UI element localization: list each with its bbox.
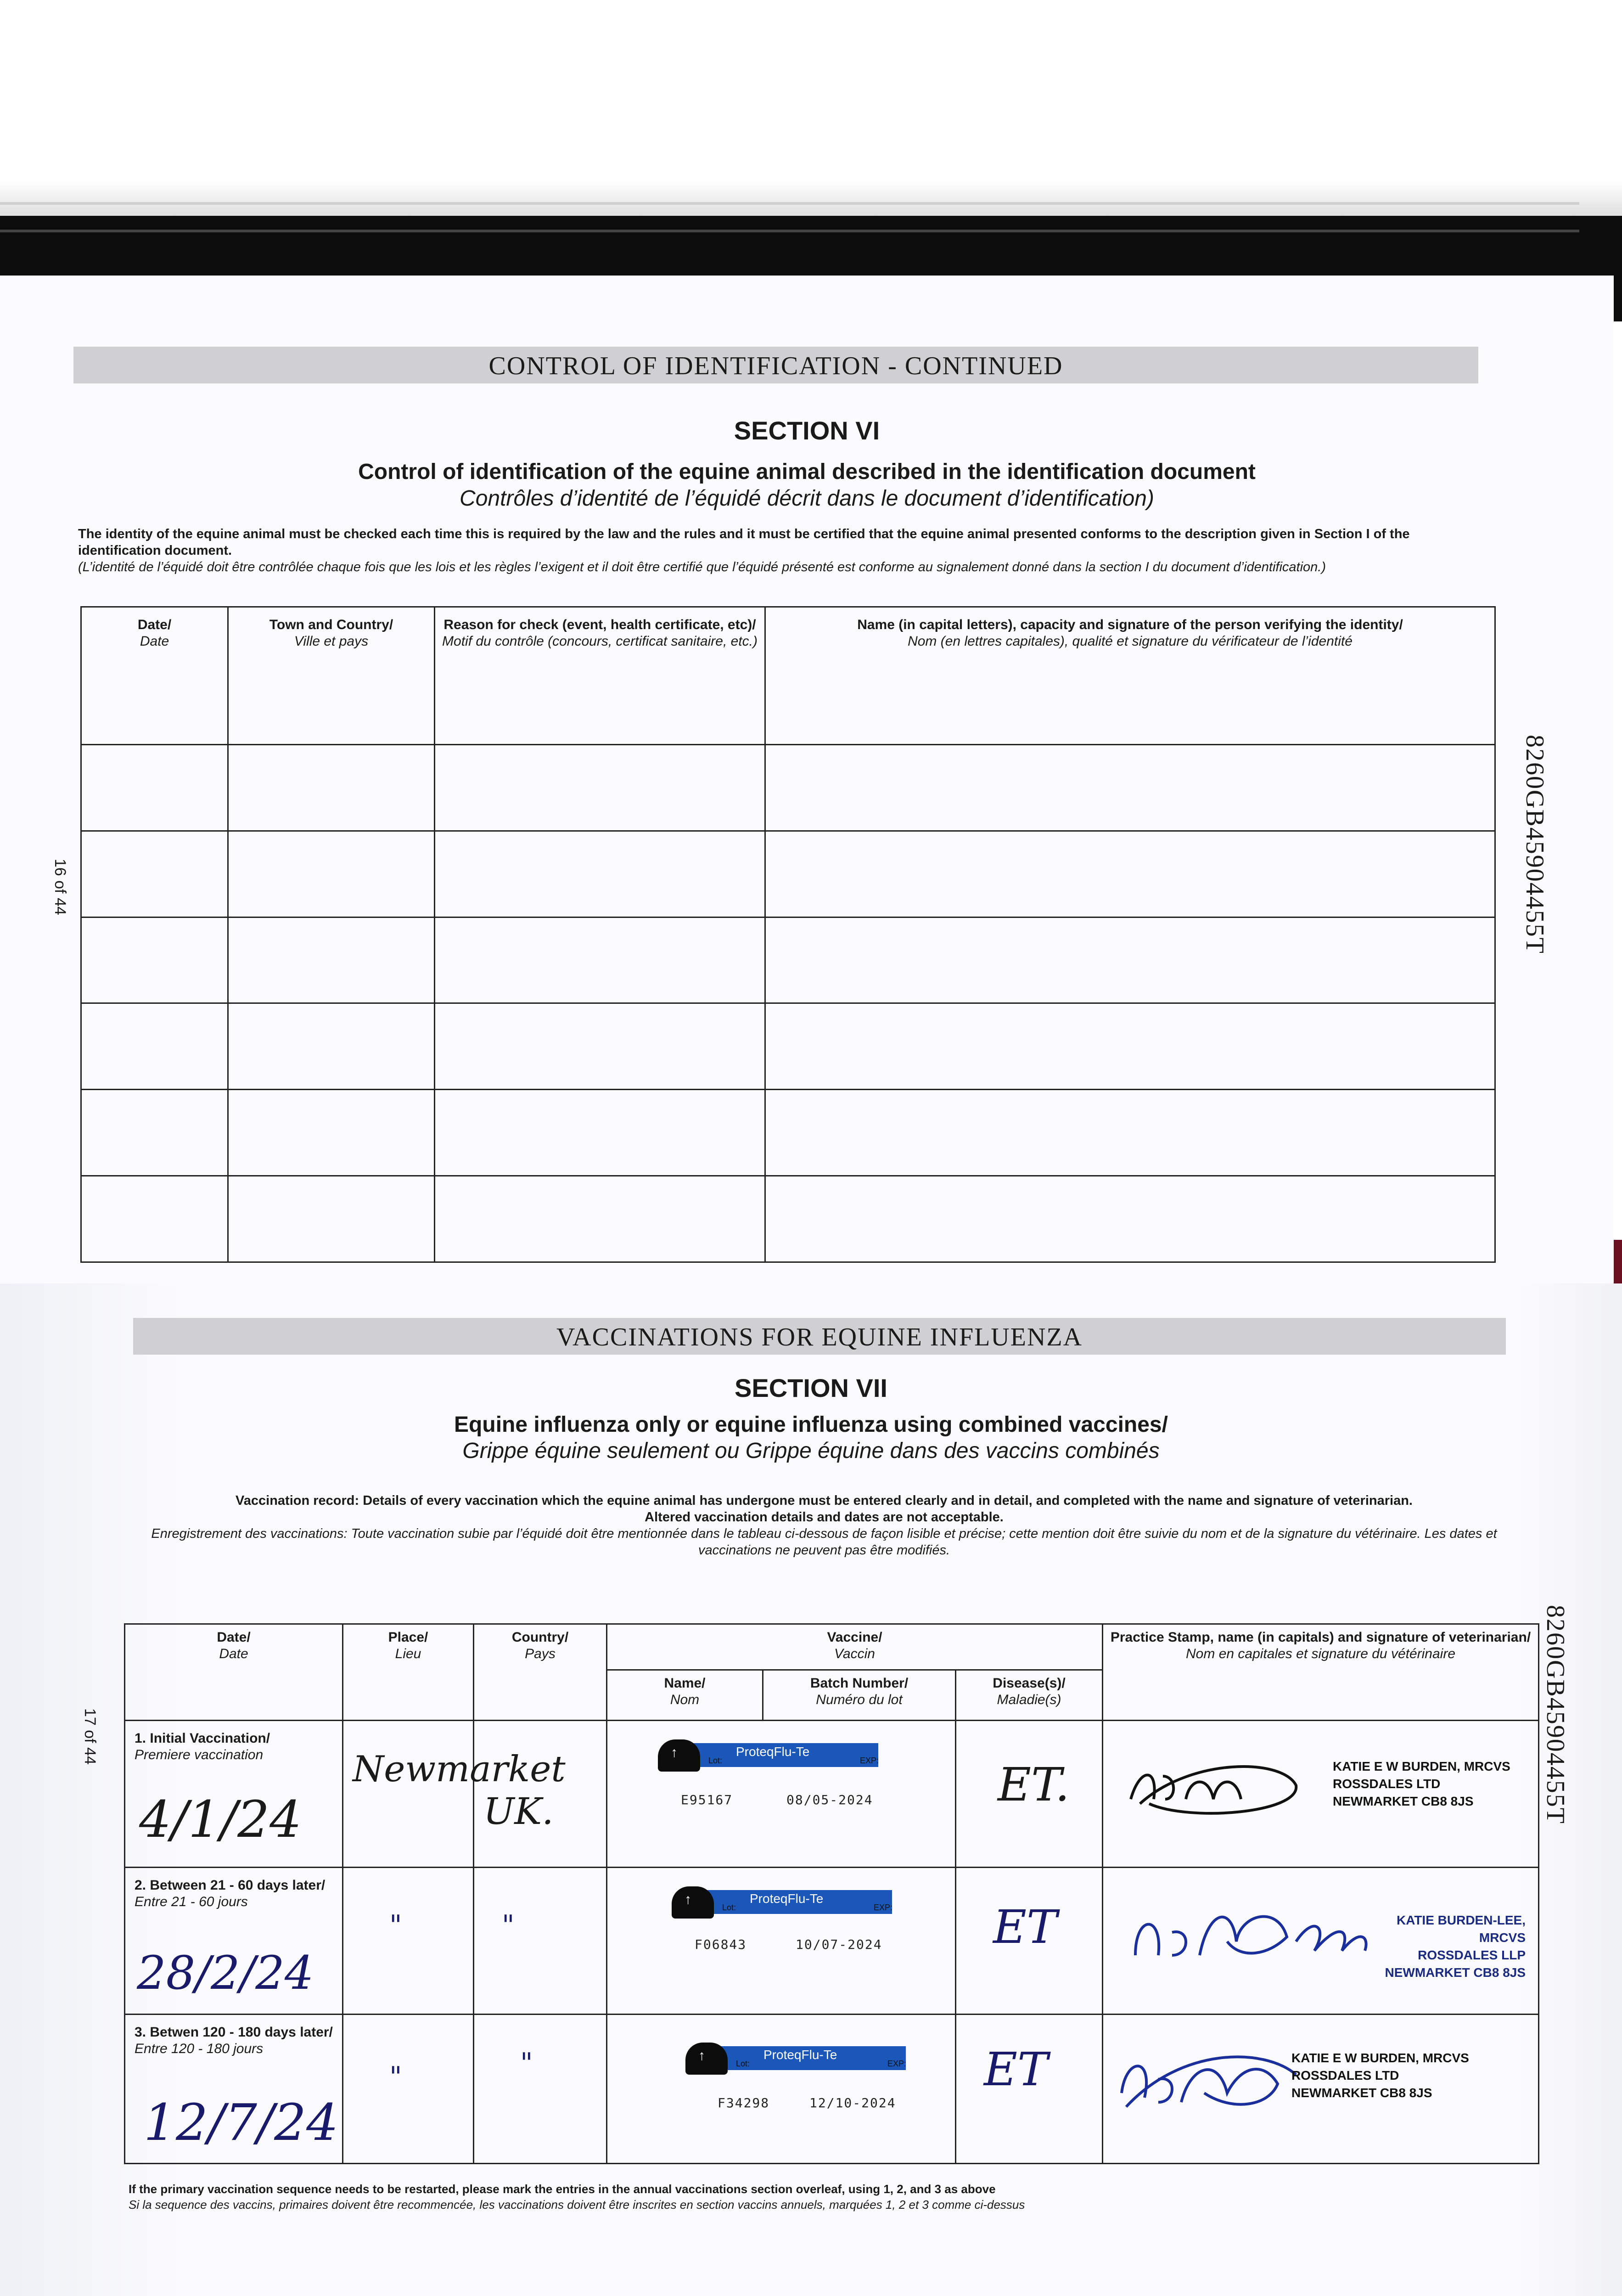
country-cell[interactable] [474,2015,607,2164]
section-subtitle-en: Control of identification of the equine animal described in the identification document [358,460,1256,484]
expiry-date: 10/07-2024 [796,1937,882,1952]
page-number: 17 of 44 [81,1708,99,1765]
reason-cell[interactable] [435,1003,765,1090]
expiry-date: 08/05-2024 [786,1792,873,1807]
expiry-date: 12/10-2024 [809,2095,896,2110]
signature [1122,1886,1379,1978]
date-cell[interactable] [81,1003,228,1090]
vaccination-row-2 [125,1868,1539,2015]
vaccine-sticker: ↑ ProteqFlu-Te Lot: EXP: [685,2043,906,2075]
col-town-country: Town and Country/ Ville et pays [228,607,435,745]
vet-stamp: KATIE E W BURDEN, MRCVS ROSSDALES LTD NEWMARKET CB8 8JS [1333,1759,1510,1808]
batch-number: F34298 [718,2095,770,2110]
page-17 [0,1283,1622,2296]
disease-cell[interactable] [956,1721,1103,1868]
vaccination-row-1 [125,1721,1539,1868]
verifier-cell[interactable] [765,831,1495,917]
date-cell[interactable] [125,1868,343,2015]
town-cell[interactable] [228,1003,435,1090]
vet-stamp: KATIE E W BURDEN, MRCVS ROSSDALES LTD NEWMARKET CB8 8JS [1291,2051,1469,2100]
place-cell[interactable] [343,2015,474,2164]
page-number: 16 of 44 [51,859,69,915]
intro-en-1: Vaccination record: Details of every vaccination which the equine animal has undergone must be entered clearly and in detail, and completed with the name and signature of veterinarian. [236,1493,1413,1508]
ditto-mark: " [389,1909,402,1941]
reason-cell[interactable] [435,745,765,831]
table-row [81,1176,1495,1262]
intro-fr: (L’identité de l’équidé doit être contrôlée chaque fois que les lois et les règles l’exigent et il doit être certifié que l’équidé présenté est conforme au signalement donné dans la section I du document d’identification.) [78,560,1326,574]
disease-cell[interactable] [956,1868,1103,2015]
handwritten-date: 12/7/24 [144,2093,339,2152]
country-cell[interactable] [474,1868,607,2015]
vaccine-label-cell[interactable] [607,1721,956,1868]
handwritten-place: Newmarket [353,1749,566,1790]
intro-en: The identity of the equine animal must be checked each time this is required by the law and the rules and it must be certified that the equine animal presented conforms to the description given in Section I of the identification document. [78,527,1410,558]
identity-check-table [80,606,1496,1263]
col-vaccine: Vaccine/ Vaccin [607,1624,1103,1670]
section-banner: CONTROL OF IDENTIFICATION - CONTINUED [73,347,1478,383]
verifier-cell[interactable] [765,1090,1495,1176]
date-cell[interactable] [81,831,228,917]
intro-text [78,526,1455,575]
practice-cell[interactable] [1103,1868,1539,2015]
handwritten-date: 4/1/24 [139,1790,302,1849]
section-subtitle-fr: Grippe équine seulement ou Grippe équine dans des vaccins combinés [462,1439,1160,1463]
practice-cell[interactable] [1103,1721,1539,1868]
reason-cell[interactable] [435,831,765,917]
col-disease: Disease(s)/ Maladie(s) [956,1670,1103,1721]
col-reason: Reason for check (event, health certificate, etc)/ Motif du contrôle (concours, certificat sanitaire, etc.) [435,607,765,745]
document-id: 8260GB45904455T [1521,735,1549,954]
table-row [81,1090,1495,1176]
place-cell[interactable] [343,1868,474,2015]
arrow-icon: ↑ [671,1745,678,1760]
signature [1122,1749,1305,1822]
date-cell[interactable] [125,2015,343,2164]
town-cell[interactable] [228,745,435,831]
batch-number: F06843 [695,1937,747,1952]
reason-cell[interactable] [435,1090,765,1176]
date-cell[interactable] [81,917,228,1003]
intro-en-2: Altered vaccination details and dates are not acceptable. [645,1510,1004,1525]
disease-cell[interactable] [956,2015,1103,2164]
section-title: SECTION VII [735,1373,887,1402]
signature [1112,2038,1305,2121]
verifier-cell[interactable] [765,1176,1495,1262]
ditto-mark: " [520,2047,533,2079]
section-banner: VACCINATIONS FOR EQUINE INFLUENZA [133,1318,1506,1355]
row-label: 1. Initial Vaccination/ Premiere vaccination [135,1731,270,1762]
vaccination-table [124,1623,1539,2164]
date-cell[interactable] [81,1090,228,1176]
table-row [81,917,1495,1003]
vaccine-sticker: ↑ ProteqFlu-Te Lot: EXP: [672,1886,892,1919]
country-cell[interactable] [474,1721,607,1868]
town-cell[interactable] [228,1176,435,1262]
vaccine-label-cell[interactable] [607,2015,956,2164]
arrow-icon: ↑ [698,2048,705,2063]
col-verifier: Name (in capital letters), capacity and signature of the person verifying the identity/ Nom (en lettres capitales), qualité et signature du vérificateur de l’identité [765,607,1495,745]
section-title: SECTION VI [734,416,880,445]
page-16 [0,276,1614,1300]
verifier-cell[interactable] [765,745,1495,831]
col-date: Date/ Date [81,607,228,745]
ditto-mark: " [502,1909,515,1941]
reason-cell[interactable] [435,1176,765,1262]
section-subtitle-fr: Contrôles d’identité de l’équidé décrit dans le document d’identification) [460,486,1154,511]
document-id: 8260GB45904455T [1541,1605,1570,1824]
section-subtitle-en: Equine influenza only or equine influenza using combined vaccines/ [454,1412,1168,1437]
practice-cell[interactable] [1103,2015,1539,2164]
town-cell[interactable] [228,1090,435,1176]
ditto-mark: " [389,2061,402,2093]
page-edge-line [0,202,1579,205]
row-label: 3. Betwen 120 - 180 days later/ Entre 120 - 180 jours [135,2025,333,2056]
footnote: If the primary vaccination sequence needs to be restarted, please mark the entries in the annual vaccinations section overleaf, using 1, 2, and 3 as above Si la sequence des vaccins, primaires doivent être recommencée, les vaccinations doivent être inscrites en section vaccins annuels, marquées 1, 2 et 3 comme ci-dessus [129,2182,1025,2212]
page-edge-line [0,230,1579,232]
handwritten-date: 28/2/24 [137,1946,314,2000]
table-row [81,745,1495,831]
reason-cell[interactable] [435,917,765,1003]
col-batch: Batch Number/ Numéro du lot [763,1670,956,1721]
handwritten-country: UK. [483,1790,554,1833]
date-cell[interactable] [125,1721,343,1868]
col-practice: Practice Stamp, name (in capitals) and signature of veterinarian/ Nom en capitales et signature du vétérinaire [1103,1624,1539,1721]
town-cell[interactable] [228,831,435,917]
date-cell[interactable] [81,745,228,831]
handwritten-disease: ET [993,1900,1057,1954]
vaccine-label-cell[interactable] [607,1868,956,2015]
intro-text [129,1492,1520,1559]
vaccine-sticker: ↑ ProteqFlu-Te Lot: EXP: [658,1739,878,1772]
col-vaccine-name: Name/ Nom [607,1670,763,1721]
col-place: Place/ Lieu [343,1624,474,1721]
intro-fr: Enregistrement des vaccinations: Toute vaccination subie par l’équidé doit être mentionnée dans le tableau ci-dessous de façon lisible et précise; cette mention doit être suivie du nom et de la signature du vétérinaire. Les dates et vaccinations ne peuvent pas être modifiés. [151,1526,1497,1558]
arrow-icon: ↑ [685,1892,691,1907]
verifier-cell[interactable] [765,917,1495,1003]
town-cell[interactable] [228,917,435,1003]
date-cell[interactable] [81,1176,228,1262]
row-label: 2. Between 21 - 60 days later/ Entre 21 - 60 jours [135,1878,326,1909]
vet-stamp: KATIE BURDEN-LEE, MRCVS ROSSDALES LLP NEWMARKET CB8 8JS [1385,1913,1526,1980]
handwritten-disease: ET [984,2043,1048,2096]
vaccination-row-3 [125,2015,1539,2164]
col-country: Country/ Pays [474,1624,607,1721]
verifier-cell[interactable] [765,1003,1495,1090]
handwritten-disease: ET. [998,1758,1070,1812]
table-row [81,1003,1495,1090]
col-date: Date/ Date [125,1624,343,1721]
table-row [81,831,1495,917]
batch-number: E95167 [681,1792,733,1807]
